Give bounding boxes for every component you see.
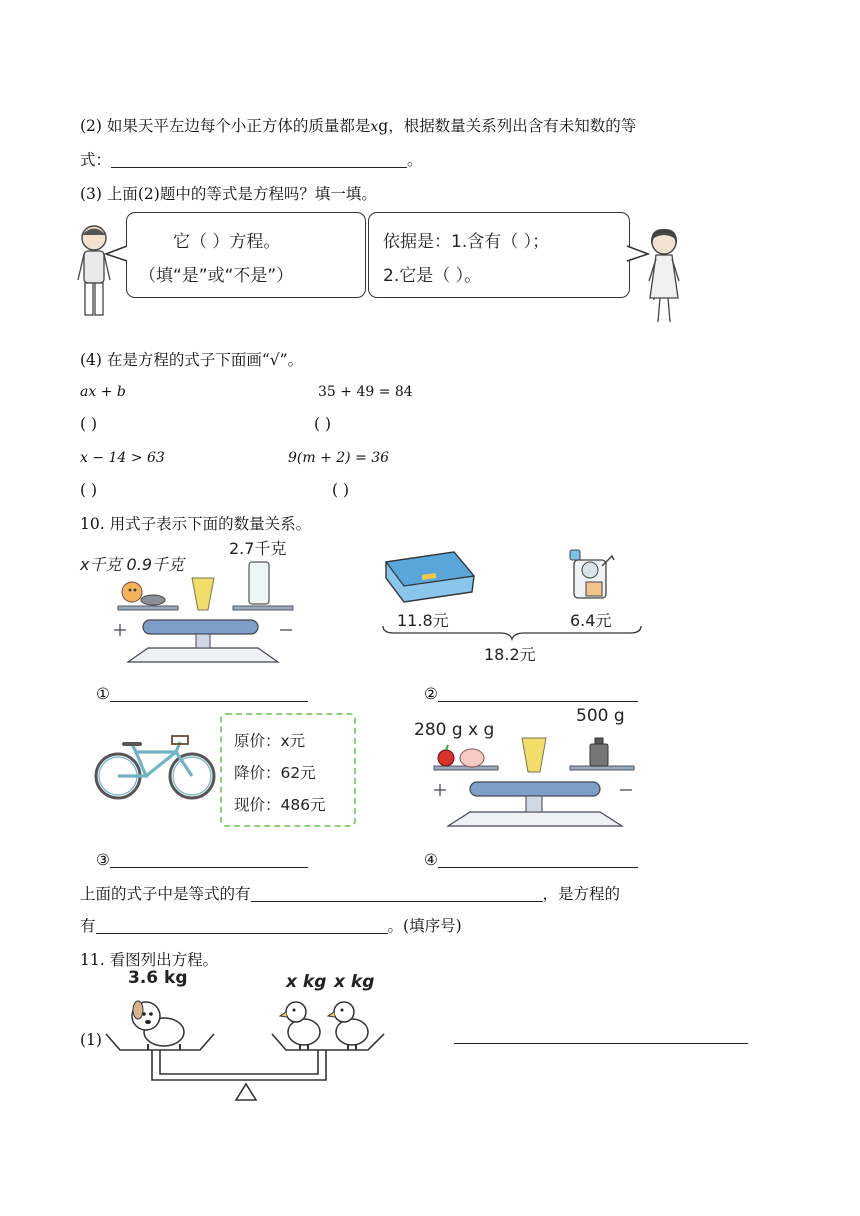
pic1-right-label: 2.7千克 bbox=[229, 539, 287, 558]
pic1-left-label: x千克 0.9千克 bbox=[80, 555, 185, 574]
answer-4: ④ bbox=[424, 850, 638, 870]
dog-weight-label: 3.6 kg bbox=[128, 968, 188, 988]
duck-weight-label-2: x kg bbox=[334, 972, 375, 992]
pic2-total: 18.2元 bbox=[484, 645, 536, 664]
pencil-case-image bbox=[382, 548, 478, 604]
balance-scale-1 bbox=[108, 560, 298, 666]
q11-part1-label: (1) bbox=[80, 1031, 102, 1049]
var-x: x bbox=[370, 119, 379, 135]
paren-d[interactable]: ( ) bbox=[332, 481, 350, 499]
pic2-right-price: 6.4元 bbox=[570, 611, 612, 630]
price-info-box bbox=[220, 713, 356, 827]
q11-title: 11. 看图列出方程。 bbox=[80, 951, 219, 969]
q9-part2-line1: (2) 如果天平左边每个小正方体的质量都是xg，根据数量关系列出含有未知数的等 bbox=[80, 117, 637, 135]
answer-blank-equations[interactable] bbox=[96, 917, 388, 934]
bubble-left-tail bbox=[104, 244, 128, 264]
answer-blank-equation[interactable] bbox=[111, 151, 407, 168]
girl-figure bbox=[644, 226, 684, 326]
boy-figure bbox=[74, 222, 114, 322]
q10-title: 10. 用式子表示下面的数量关系。 bbox=[80, 515, 312, 533]
answer-blank-1[interactable] bbox=[110, 685, 308, 702]
pic4-left-label: 280 g x g bbox=[414, 720, 495, 740]
paren-a[interactable]: ( ) bbox=[80, 415, 98, 433]
q9-part2-line2: 式： 。 bbox=[80, 151, 423, 169]
q10-summary-line2: 有 。(填序号) bbox=[80, 917, 462, 935]
paren-b[interactable]: ( ) bbox=[314, 415, 332, 433]
expr-a: ax + b bbox=[80, 384, 126, 400]
expr-d: 9(m + 2) = 36 bbox=[288, 450, 390, 466]
duck-weight-label-1: x kg bbox=[286, 972, 327, 992]
expr-c: x − 14 > 63 bbox=[80, 450, 165, 466]
pic2-left-price: 11.8元 bbox=[397, 611, 449, 630]
pencil-sharpener-image bbox=[566, 546, 616, 602]
answer-blank-q11[interactable] bbox=[454, 1043, 748, 1044]
paren-c[interactable]: ( ) bbox=[80, 481, 98, 499]
discount-amount: 降价：62元 bbox=[234, 764, 316, 782]
current-price: 现价：486元 bbox=[234, 796, 326, 814]
balance-with-dog-and-ducks bbox=[104, 994, 386, 1102]
q10-summary-line1: 上面的式子中是等式的有 ，是方程的 bbox=[80, 885, 621, 903]
speech-bubble-right: 依据是：1.含有（ ）； 2.它是（ ）。 bbox=[368, 212, 630, 298]
original-price: 原价：x元 bbox=[234, 732, 306, 750]
answer-blank-equalities[interactable] bbox=[251, 885, 543, 902]
q9-part4-prompt: (4) 在是方程的式子下面画“√”。 bbox=[80, 351, 304, 369]
answer-3: ③ bbox=[96, 850, 308, 870]
bicycle-image bbox=[94, 736, 218, 802]
answer-blank-3[interactable] bbox=[110, 851, 308, 868]
answer-blank-2[interactable] bbox=[438, 685, 638, 702]
q9-part3-prompt: (3) 上面(2)题中的等式是方程吗？填一填。 bbox=[80, 185, 377, 203]
pic4-right-label: 500 g bbox=[576, 706, 625, 726]
answer-blank-4[interactable] bbox=[438, 851, 638, 868]
total-brace bbox=[382, 624, 642, 640]
balance-scale-2 bbox=[430, 730, 640, 830]
speech-bubble-left: 它（ ）方程。 （填“是”或“不是”） bbox=[126, 212, 366, 298]
expr-b: 35 + 49 = 84 bbox=[318, 384, 413, 400]
answer-2: ② bbox=[424, 684, 638, 704]
answer-1: ① bbox=[96, 684, 308, 704]
